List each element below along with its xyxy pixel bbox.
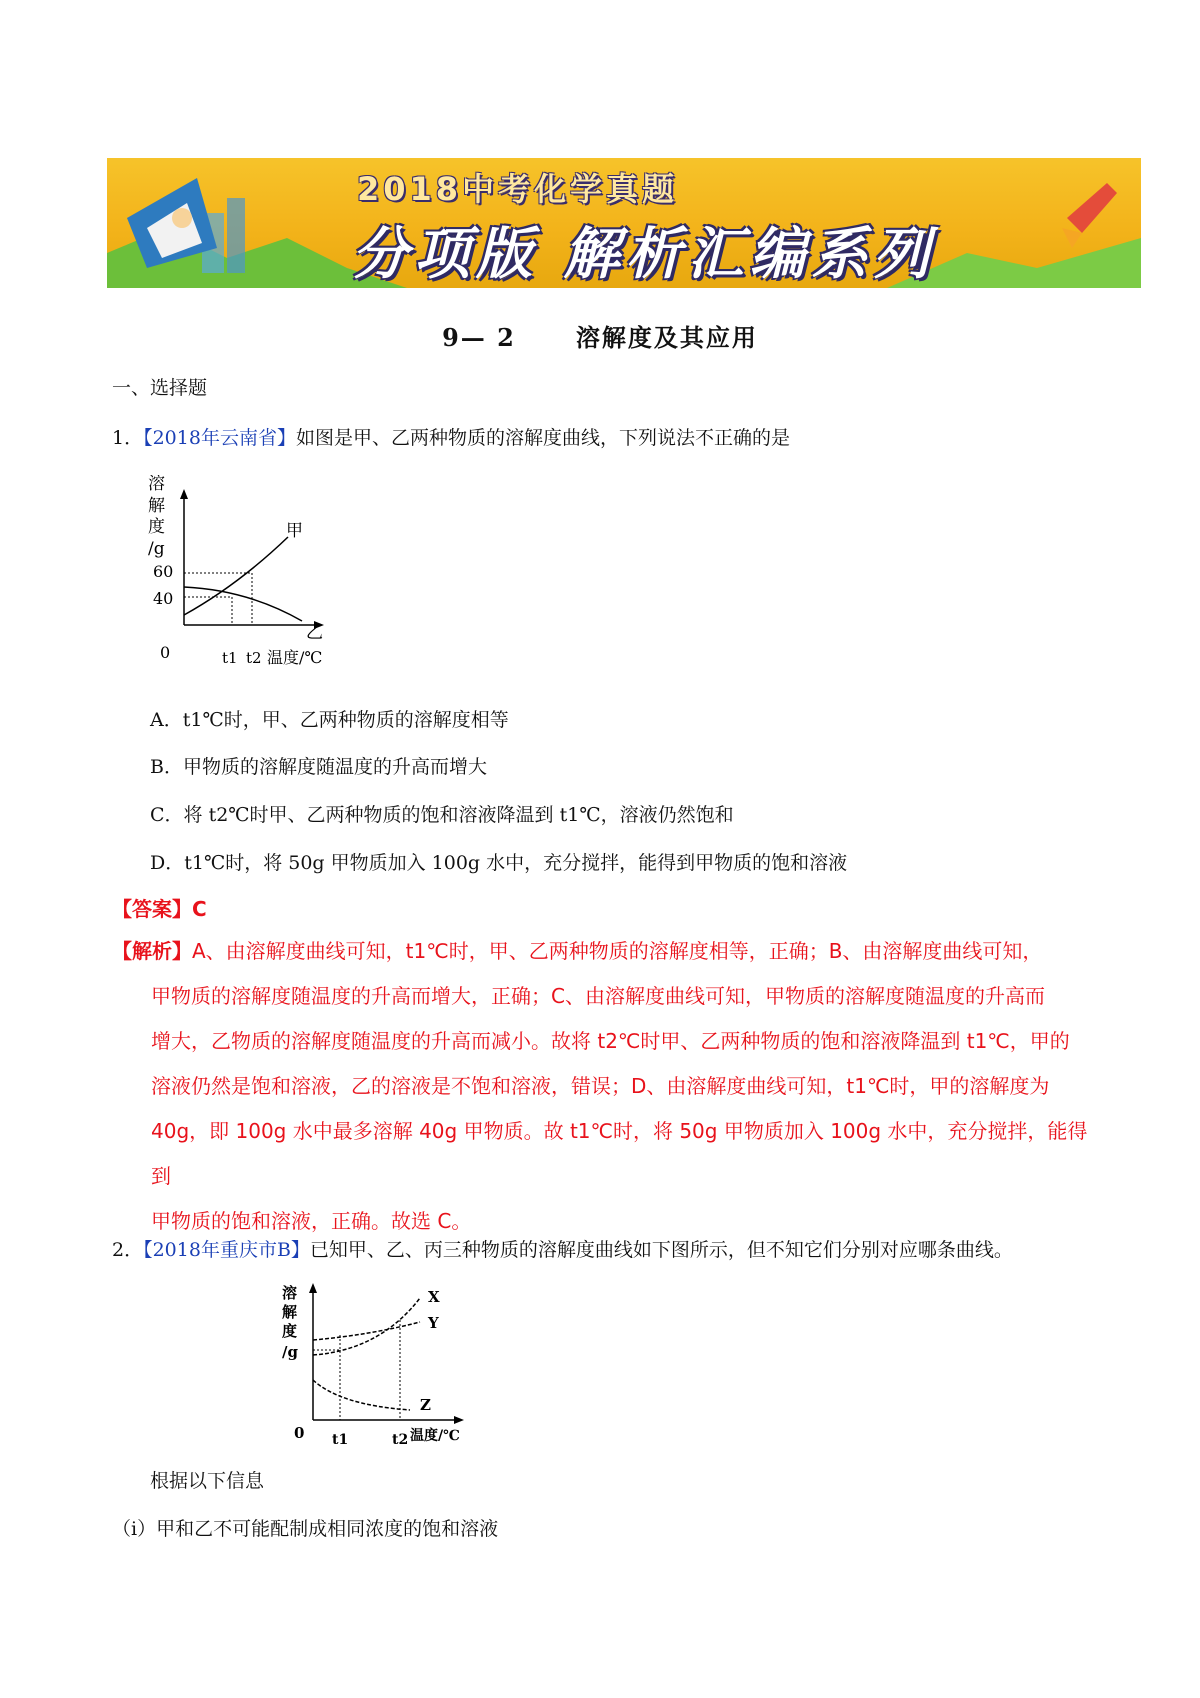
y-tick-40: 40 — [153, 589, 174, 608]
x-tick-t1: t1 — [222, 649, 238, 667]
banner-title-line2: 分项版 解析汇编系列 — [352, 222, 936, 287]
y-label-4: /g — [282, 1343, 298, 1361]
x-axis-arrow — [454, 1416, 464, 1424]
series-label-jia: 甲 — [286, 521, 303, 541]
x-tick-t1: t1 — [332, 1432, 349, 1448]
curve-y — [313, 1322, 420, 1340]
x-tick-t2: t2 — [392, 1432, 409, 1448]
question-2-stem — [112, 1237, 1013, 1263]
analysis-line-4: 溶液仍然是饱和溶液，乙的溶液是不饱和溶液，错误；D、由溶解度曲线可知，t1℃时，甲的溶解度为 — [151, 1074, 1050, 1098]
series-label-z: Z — [420, 1396, 431, 1414]
analysis-line-5: 40g，即 100g 水中最多溶解 40g 甲物质。故 t1℃时，将 50g 甲物质加入 100g 水中，充分搅拌，能得到 — [151, 1119, 1088, 1188]
analysis-line-6: 甲物质的饱和溶液，正确。故选 C。 — [151, 1209, 472, 1233]
info-item-1: （ⅰ）甲和乙不可能配制成相同浓度的饱和溶液 — [112, 1518, 499, 1540]
analysis-line-1: A、由溶解度曲线可知，t1℃时，甲、乙两种物质的溶解度相等，正确；B、由溶解度曲线可知， — [192, 939, 1043, 963]
section-heading: 一、选择题 — [112, 377, 208, 399]
y-axis-arrow — [180, 489, 188, 499]
solubility-chart-1 — [148, 475, 348, 675]
y-label-4: /g — [148, 539, 165, 559]
answer-line — [112, 896, 207, 922]
page-title — [0, 318, 1200, 353]
y-label-2: 解 — [282, 1303, 298, 1321]
question-number: 1． — [112, 427, 144, 449]
analysis-line-3: 增大，乙物质的溶解度随温度的升高而减小。故将 t2℃时甲、乙两种物质的饱和溶液降温到 t1℃，甲的 — [151, 1029, 1070, 1053]
y-label-1: 溶 — [148, 475, 165, 494]
option-c: C．将 t2℃时甲、乙两种物质的饱和溶液降温到 t1℃，溶液仍然饱和 — [150, 804, 734, 826]
answer-value: C — [192, 897, 207, 921]
analysis-tag: 【解析】 — [112, 939, 192, 963]
y-axis-arrow — [309, 1283, 317, 1293]
y-label-3: 度 — [282, 1322, 298, 1340]
curve-z — [313, 1380, 410, 1410]
series-label-x: X — [428, 1288, 440, 1306]
question-source: 【2018年重庆市B】 — [143, 1239, 310, 1261]
question-1-stem — [112, 425, 790, 451]
y-label-3: 度 — [148, 517, 165, 537]
origin-label: 0 — [294, 1424, 305, 1442]
solubility-chart-2 — [280, 1280, 480, 1450]
answer-tag: 【答案】 — [112, 897, 192, 921]
option-a: A．t1℃时，甲、乙两种物质的溶解度相等 — [150, 709, 509, 731]
series-label-yi: 乙 — [306, 623, 323, 643]
analysis-line-2: 甲物质的溶解度随温度的升高而增大，正确；C、由溶解度曲线可知，甲物质的溶解度随温度的升高而 — [151, 984, 1045, 1008]
analysis-block — [112, 929, 1102, 1244]
option-d: D．t1℃时，将 50g 甲物质加入 100g 水中，充分搅拌，能得到甲物质的饱和溶液 — [150, 852, 848, 874]
x-axis-label: 温度/℃ — [267, 648, 323, 667]
chapter-title: 溶解度及其应用 — [575, 323, 758, 352]
x-tick-t2: t2 — [246, 649, 262, 667]
origin-label: 0 — [160, 643, 171, 662]
info-intro: 根据以下信息 — [150, 1470, 265, 1492]
question-text: 已知甲、乙、丙三种物质的溶解度曲线如下图所示，但不知它们分别对应哪条曲线。 — [309, 1239, 1013, 1261]
question-number: 2． — [112, 1239, 144, 1261]
y-label-1: 溶 — [282, 1284, 298, 1302]
series-label-y: Y — [428, 1314, 439, 1332]
curve-jia — [184, 537, 288, 615]
x-axis-label: 温度/℃ — [410, 1428, 460, 1444]
question-source: 【2018年云南省】 — [143, 427, 296, 449]
y-label-2: 解 — [148, 496, 165, 516]
chapter-number: 9— 2 — [442, 323, 516, 352]
banner-title-line1: 2018中考化学真题 — [357, 170, 679, 208]
header-banner — [107, 158, 1141, 288]
option-b: B．甲物质的溶解度随温度的升高而增大 — [150, 756, 487, 778]
question-text: 如图是甲、乙两种物质的溶解度曲线，下列说法不正确的是 — [295, 427, 790, 449]
y-tick-60: 60 — [153, 562, 174, 581]
